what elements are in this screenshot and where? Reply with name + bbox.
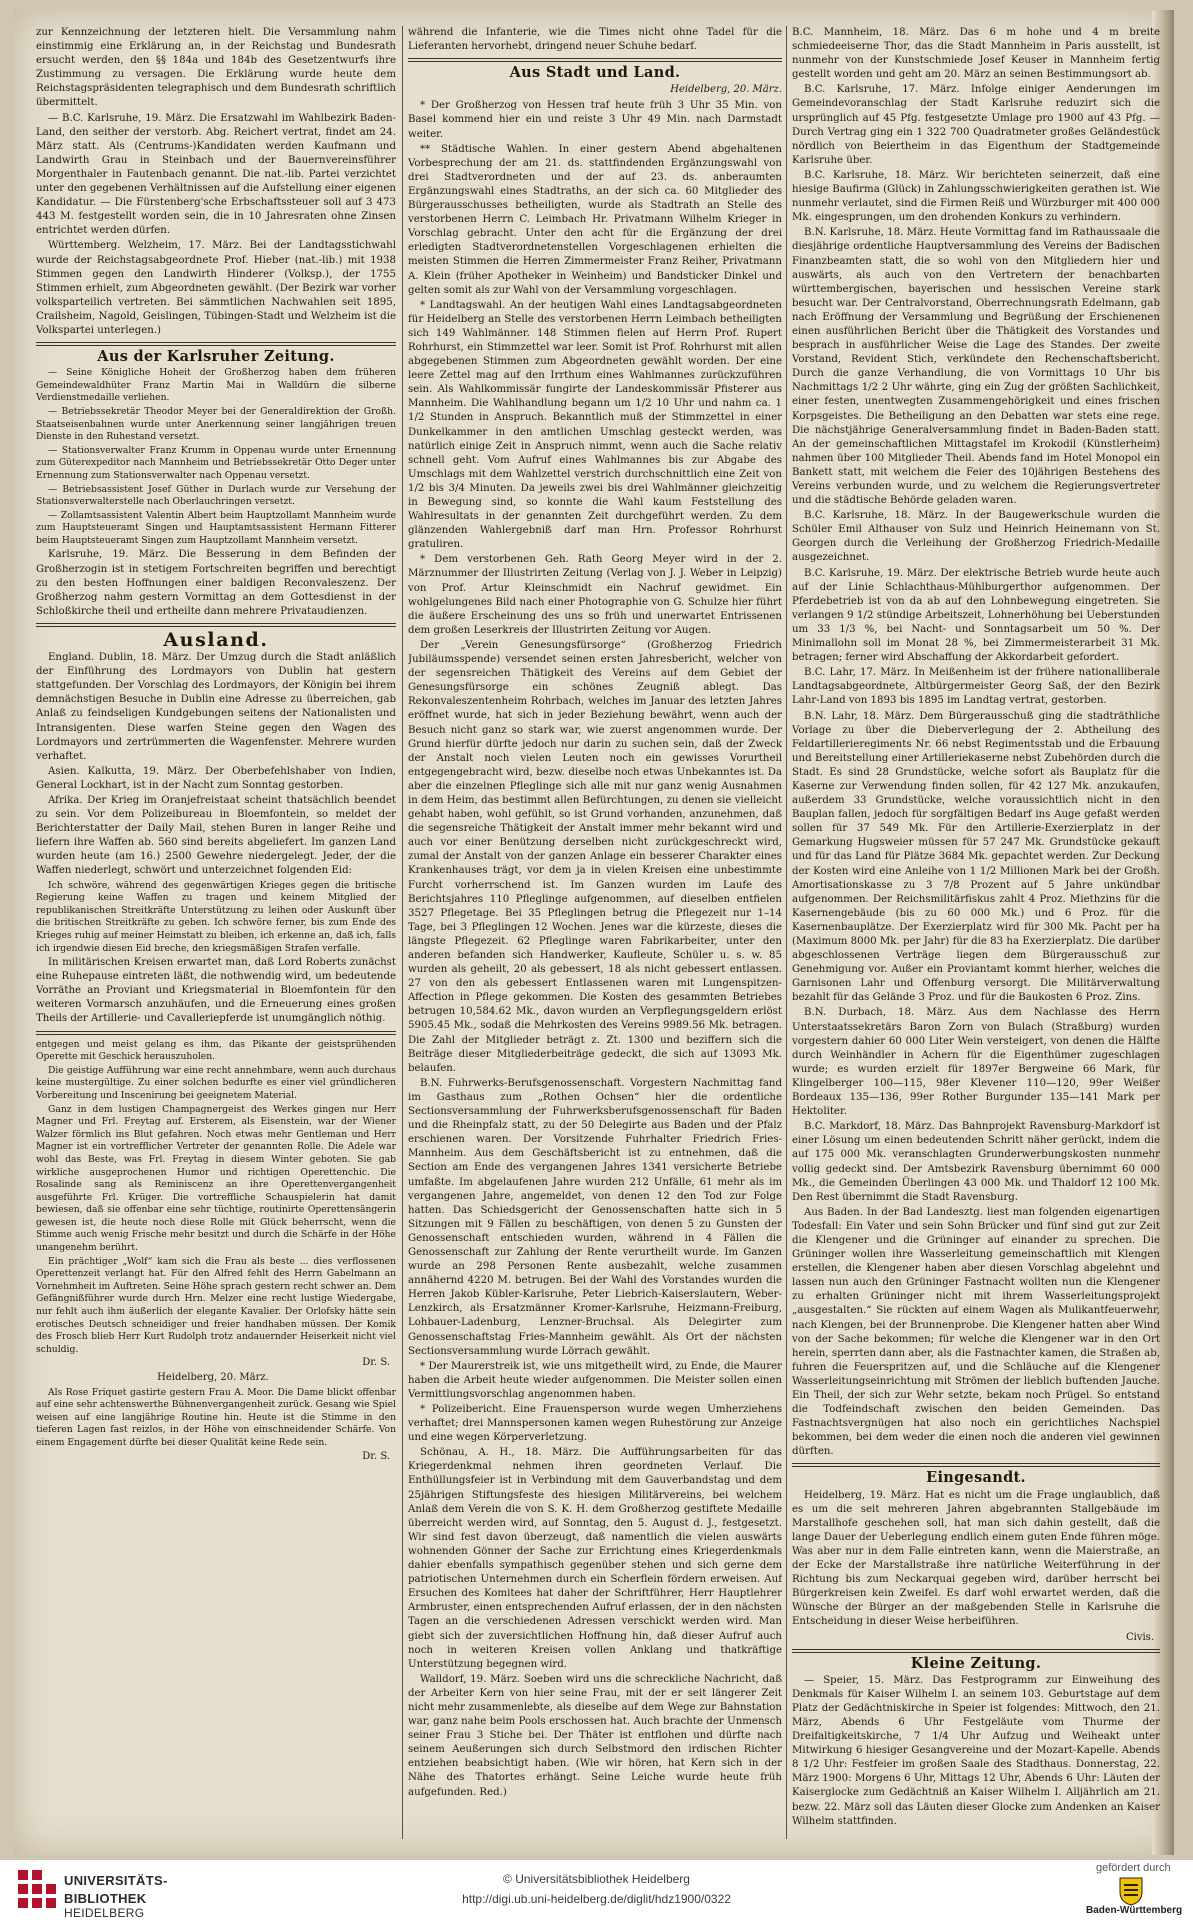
feuilleton-rule xyxy=(36,1031,396,1035)
notice-paragraph: — Betriebssekretär Theodor Meyer bei der Generaldirektion der Großh. Staatseisenbahnen wurde unter Anerkennung seiner langjährigen treuen Dienste in den Ruhestand versetzt. xyxy=(36,405,396,443)
feuilleton-dateline: Heidelberg, 20. März. xyxy=(157,1372,269,1383)
feuilleton-paragraph: Ein prächtiger „Wolf“ kam sich die Frau als beste ... dies verflossenen Operettenzeit verlangt hat. Für den Alfred fehlt des Herrn Gabelmann an Vornehmheit im Auftreten. Seine Höhe sprach gestern recht schwer an. Dem Gefängnißführer wurde durch Hrn. Melzer eine recht lustige Wiedergabe, nur fehlt auch ihm äußerlich der elegante Kavalier. Der Orlofsky hätte sein erotisches Deutsch schneidiger und freier handhaben müssen. Der Komik des Frosch blieb Herr Kurt Rudolph trotz andauernder Heiserkeit nicht viel schuldig. xyxy=(36,1255,396,1355)
column-rule-1 xyxy=(402,26,403,1839)
notice-paragraph: — Betriebsassistent Josef Güther in Durlach wurde zur Versehung der Stationsverwalterstelle nach Oberlauchringen versetzt. xyxy=(36,483,396,508)
article-paragraph: Walldorf, 19. März. Soeben wird uns die schreckliche Nachricht, daß der Arbeiter Kern von hier seine Frau, mit der er seit längerer Zeit nicht mehr zusammenlebte, als dieselbe auf dem Wege zur Bahnstation war, ganz nahe beim Pools erschossen hat. Auch brachte der Unmensch seiner Frau 3 Stiche bei. Der Thäter ist entflohen und dürfte nach seinem Aeußerungen sich durch Selbstmord den irdischen Richter entziehen beabsichtigt haben. (Wie wir hören, hat Kern sich in der Nähe des Thatortes erhängt. Seine Leiche wurde heute früh aufgefunden. Red.) xyxy=(408,1673,782,1798)
feuilleton-paragraph: entgegen und meist gelang es ihm, das Pikante der geistsprühenden Operette mit Geschick herauszuholen. xyxy=(36,1038,396,1063)
article-paragraph: In militärischen Kreisen erwartet man, daß Lord Roberts zunächst eine Ruhepause eintreten läßt, die nothwendig wird, um bedeutende Vorräthe an Proviant und Kriegsmaterial in Bloemfontein für den weiteren Vormarsch anzuhäufen, und die Erneuerung eines großen Theils der Artillerie- und Cavalleriepferde ist unumgänglich nöthig. xyxy=(36,957,396,1025)
column-2 xyxy=(408,26,782,1839)
article-paragraph: B.N. Karlsruhe, 18. März. Heute Vormittag fand im Rathaussaale die diesjährige ordentliche Hauptversammlung des Vereins der Badischen Finanzbeamten statt, die so wohl von den Mitgliedern hier und auswärts, als auch von den Vertretern der benachbarten württembergischen, bayerischen und hessischen Vereine stark besucht war. Der Centralvorstand, Oberrechnungsrath Edelmann, gab nach Eröffnung der Versammlung und Begrüßung der Erschienenen einen ausführlichen Bericht über die Thätigkeit des Vorstandes und besprach in ausführlicher Weise die Lage des Standes. Der zweite Vorstand, Revident Stich, verkündete den Rechenschaftsbericht. Durch die ganze Verhandlung, die von Vormittags 10 Uhr bis Nachmittags 1/2 2 Uhr währte, ging ein Zug der größten Sachlichkeit, einer festen, unentwegten Zusammengehörigkeit und eines frischen Korpsgeistes. Die Betheiligung an den Debatten war stets eine rege. Die nächstjährige Generalversammlung findet in Baden-Baden statt. An der gemeinschaftlichen Mittagstafel im Krokodil (Künstlerheim) nahmen über 100 Mitglieder Theil. Abends fand im Hotel Monopol ein Bankett statt, mit welchem die Feier des 10jährigen Bestehens des Vereins verbunden wurde, und zu welchem die Regierungsvertreter und die städtische Behörde geladen waren. xyxy=(792,227,1160,507)
section-rule xyxy=(792,1649,1160,1653)
column-3 xyxy=(792,26,1160,1839)
bw-label: Baden-Württemberg xyxy=(1086,1905,1183,1916)
notice-paragraph: — Stationsverwalter Franz Krumm in Oppenau wurde unter Ernennung zum Güterexpeditor nach Mannheim und Betriebssekretär Otto Deger unter Ernennung zum Stationsverwalter nach Oppenau versetzt. xyxy=(36,444,396,481)
dateline: Heidelberg, 20. März. xyxy=(670,84,782,96)
feuilleton-paragraph: Die geistige Aufführung war eine recht annehmbare, wenn auch durchaus keine mustergültige. Zu einer solchen bedurfte es einer viel gründlicheren Vorbereitung und Inscenirung bei geeignetem Material. xyxy=(36,1064,396,1101)
library-name: BIBLIOTHEK HEIDELBERG xyxy=(64,1891,147,1920)
article-paragraph: B.C. Karlsruhe, 17. März. Infolge einiger Aenderungen im Gemeindevoranschlag der Stadt Karlsruhe reduzirt sich die ursprünglich auf 45 Pfg. festgesetzte Umlage pro 1900 auf 43 Pfg. — Durch Vertrag ging ein 1 322 700 Quadratmeter großes Geländestück nördlich von Beiertheim in das Eigenthum der Stadtgemeinde Karlsruhe über. xyxy=(792,84,1160,166)
article-paragraph: Württemberg. Welzheim, 17. März. Bei der Landtagsstichwahl wurde der Reichstagsabgeordnete Prof. Hieber (nat.-lib.) mit 1938 Stimmen gegen den Landwirth Hinderer (Volksp.), der 1755 Stimmen erhielt, zum Abgeordneten gewählt. (Der Bezirk war vorher volksparteilich vertreten. Bei sämmtlichen Nachwahlen seit 1895, Crailsheim, Nagold, Geislingen, Tübingen-Stadt und Welzheim ist die Volkspartei unterlegen.) xyxy=(36,240,396,336)
section-heading-ausland: Ausland. xyxy=(163,628,269,651)
article-paragraph: B.C. Lahr, 17. März. In Meißenheim ist der frühere nationalliberale Landtagsabgeordnete, Altbürgermeister Georg Saß, der den Bezirk Lahr-Land von 1893 bis 1895 im Landtag vertrat, gestorben. xyxy=(792,667,1160,707)
article-paragraph: B.N. Fuhrwerks-Berufsgenossenschaft. Vorgestern Nachmittag fand im Gasthaus zum „Rothen Ochsen“ hier die ordentliche Sectionsversammlung der Fuhrwerksberufsgenossenschaft für Baden und die Rheinpfalz statt, zu der 50 Delegirte aus Baden und der Pfalz erschienen waren. Der Vorsitzende Fuhrhalter Friedrich Fries-Mannheim. Aus dem Geschäftsbericht ist zu entnehmen, daß die Section am Ende des vergangenen Jahres 1341 versicherte Betriebe umfaßte. Im abgelaufenen Jahre wurden 212 Unfälle, 61 mehr als im vergangenen Jahre, angemeldet, von denen 12 den Tod zur Folge hatten. Das Schiedsgericht der Genossenschaften hatte sich in 5 Sitzungen mit 9 Fällen zu beschäftigen, von denen 5 zu Gunsten der Genossenschaft entschieden wurden, während in 4 Fällen die Genossenschaft zur Zahlung der Rente verurtheilt wurde. Im Ganzen wurde an 298 Personen Rente ausbezahlt, welche zusammen annähernd 4220 M. betrugen. Bei der Wahl des Vorstandes wurden die Herren Jakob Kübler-Karlsruhe, Peter Liebrich-Kaiserslautern, Weber-Lenzkirch, als Ersatzmänner Kromer-Karlsruhe, Heizmann-Freiburg, Lohbauer-Ladenburg, Lenzner-Bruchsal. Als Delegirter zum Genossenschaftstag Fries-Mannheim gewählt. Als Ort der nächsten Sectionsversammlung wurde Lörrach gewählt. xyxy=(408,1077,782,1357)
article-paragraph: Afrika. Der Krieg im Oranjefreistaat scheint thatsächlich beendet zu sein. Vor dem Polizeibureau in Bloemfontein, so meldet der Berichterstatter der Daily Mail, stehen Buren in langer Reihe und liefern ihre Waffen ab. 560 sind bereits abgeliefert. Im ganzen Land wurden heute (am 16.) 2500 Gewehre niedergelegt. Jeder, der die Waffen niederlegt, schwört und unterzeichnet folgenden Eid: xyxy=(36,794,396,877)
section-rule xyxy=(408,58,782,62)
article-paragraph: Aus Baden. In der Bad Landesztg. liest man folgenden eigenartigen Todesfall: Ein Vater und sein Sohn Brücker und fünf sind gut zur Zeit die Klengener und die Grüninger auf einander zu sprechen. Die Grüninger wollen ihre Wasserleitung gemeinschaftlich mit Klengen erstellen, die Klengener haben aber diesen Vorschlag abgelehnt und lassen nun auch den Grüninger Fastnacht wollten nun die Klengener zu erhalten Grüninger nicht mit ihrem Wasserleitungsprojekt „ausgestalten.“ Sie rückten auf einem Wagen als Mulikantfeuerwehr, nach Klengen, bei der Brunnenprobe. Die Klengener hatten aber Wind von der Sache bekommen; für welche die Klengener war in den Ort herein, sperrten dann aber, als die Fastnachter kamen, die Straßen ab, fuhren die Feuerspritzen auf, und die Schläuche auf die Klengener Wasserleitungseinrichtung mit Strömen der lieblich buftenden Jauche. Ein Theil, der sich zur Wehr setzte, bekam noch Prügel. So entstand die Todfeindschaft zwischen den beiden Gemeinden. Das Fastnachtsvergnügen hat also noch ein gerichtliches Nachspiel bekommen, bei dem weder die einen noch die anderen viel gewinnen dürften. xyxy=(792,1206,1160,1458)
feuilleton-paragraph: Ganz in dem lustigen Champagnergeist des Werkes gingen nur Herr Magner und Frl. Freytag auf. Ersterem, als Eisenstein, war der Wiener Walzer förmlich ins Blut gefahren. Noch etwas mehr Gentleman und Herr Magner ist ein vortrefflicher Vertreter der genannten Rolle. Die Adele war wohl das Beste, was Frl. Freytag in diesem Winter geboten. Sie gab wirkliche ausgeprochenen Humor und richtigen Operettenchic. Die Rosalinde sang als Reminiscenz an ihre Operettenvergangenheit ausgeführte Frl. Krüger. Die vortreffliche Schauspielerin hat damit bewiesen, daß sie offenbar eine sehr tüchtige, routinirte Operettensängerin gewesen ist, die heute noch diese Rolle mit Glück beherrscht, wenn die Stimme auch wenig Frische mehr besitzt und durch die Schärfe in der Höhe unangenehm berührt. xyxy=(36,1103,396,1254)
signature: Dr. S. xyxy=(362,1450,390,1462)
notice-paragraph: — Zollamtsassistent Valentin Albert beim Hauptzollamt Mannheim wurde zum Hauptsteueramt Singen und Hauptamtsassistent Hermann Fitterer beim Hauptsteueramt Singen zum Hauptzollamt Mannheim versetzt. xyxy=(36,509,396,546)
article-paragraph: B.C. Markdorf, 18. März. Das Bahnprojekt Ravensburg-Markdorf ist einer Lösung um einen bedeutenden Schritt näher gerückt, indem die auf 175 000 Mk. veranschlagten Grunderwerbungskosten nunmehr vollig gedeckt sind. Der Amtsbezirk Ravensburg übernimmt 60 000 Mk., die Gemeinden Überlingen 43 000 Mk. und Thaldorf 12 100 Mk. Den Rest übernimmt die Stadt Ravensburg. xyxy=(792,1121,1160,1203)
article-paragraph: Der „Verein Genesungsfürsorge“ (Großherzog Friedrich Jubiläumsspende) versendet seinen ersten Jahresbericht, welcher von der segensreichen Thätigkeit des Vereins auf dem Gebiet der Genesungsfürsorge ein schönes Zeugniß ablegt. Das Rekonvaleszentenheim Rohrbach, welches im Januar des letzten Jahres eröffnet wurde, hat sich in jeder Beziehung bewährt, wenn auch der Besuch nicht ganz so stark war, wie zuerst angenommen wurde. Der Grund hierfür dürfte jedoch nur darin zu suchen sein, daß der Zweck der Anstalt noch vielen Leuten noch ein gewisses Vorurtheil entgegengebracht wird, bezw. dieselbe noch etwas Unbekanntes ist. Da aber die einzelnen Pfleglinge sich alle mit nur ganz wenig Ausnahmen in dem Heim, das bestimmt allen Befürchtungen, zu denen sie vielleicht gehabt haben, wohl gefühlt, so ist Grund vorhanden, anzunehmen, daß die segensreiche Thätigkeit der Anstalt immer mehr bekannt wird und auch vor einer Benützung derselben nicht zurückgeschreckt wird, zumal der Anstalt von der ganzen Anlage ein besserer Charakter eines Krankenhauses trägt, vor dem ja in vielen Kreisen eine unbestimmte Furcht vorherrschend ist. Im Ganzen wurden im Laufe des Berichtsjahres 110 Pfleglinge aufgenommen, auf dieselben entfielen 3527 Pflegetage. Bei 35 Pfleglingen betrug die Pflegezeit nur 1–14 Tage, bei 3 Pfleglingen 12 Wochen. Jenes war die kürzeste, dieses die längste Pflegezeit. 62 Pfleglinge waren Fabrikarbeiter, unter den anderen befanden sich Handwerker, Kaufleute, Schüler u. s. w. 85 wurden als geheilt, 20 als gebessert, 18 als nicht gebessert entlassen. 27 von den als gebessert Entlassenen waren mit Lungenspitzen-Affection in Pflege gekommen. Die Kosten des gesammten Betriebes betrugen 10,584.62 Mk., davon wurden an Verpflegungsgeldern erlöst 5905.45 Mk., sodaß die Mehrkosten des Vereins 9989.56 Mk. betragen. Die Zahl der Mitglieder beträgt z. Zt. 1300 und beziffern sich die Beiträge dieser Mitgliederbeiträge gedeckt, die sich auf 13093 Mk. belaufen. xyxy=(408,639,782,1074)
article-paragraph: ** Städtische Wahlen. In einer gestern Abend abgehaltenen Vorbesprechung der am 21. ds. stattfindenden Ergänzungswahl von drei Stadtverordneten und der auf 23. ds. anberaumten Ergänzungswahl eines Stadtraths, an der sich ca. 60 Mitglieder des Bürgerausschusses betheiligten, wurde als Stadtrath an Stelle des verstorbenen Herrn C. Leimbach Hr. Privatmann Wilhelm Krieger in Vorschlag gebracht. Unter den acht für die Ergänzung der drei erledigten Stadtverordnetenstellen Vorgeschlagenen erhielten die meisten Stimmen die Herren Zimmermeister Franz Reiher, Privatmann A. Klein (früher Apotheker in Weinheim) und Bandsticker Dinkel und gelten somit als zur Wahl von der Versammlung vorgeschlagen. xyxy=(408,143,782,296)
section-rule xyxy=(36,342,396,346)
article-paragraph: Karlsruhe, 19. März. Die Besserung in dem Befinden der Großherzogin ist in stetigem Fortschreiten begriffen und berechtigt zu den besten Hoffnungen einer baldigen Reconvaleszenz. Der Großherzog nahm gestern Vormittag an dem Gottesdienst in der Schloßkirche theil und ertheilte dann mehrere Privataudienzen. xyxy=(36,549,396,617)
article-paragraph: * Dem verstorbenen Geh. Rath Georg Meyer wird in der 2. Märznummer der Illustrirten Zeitung (Verlag von J. J. Weber in Leipzig) von Prof. Artur Kleinschmidt ein Nachruf gewidmet. Ein wohlgelungenes Bild nach einer Photographie von G. Schulze hier führt die äußere Erscheinung des uns so früh und unerwartet Entrissenen dem großen Leserkreis der Illustrirten Zeitung vor Augen. xyxy=(408,554,782,636)
article-paragraph: zur Kennzeichnung der letzteren hielt. Die Versammlung nahm einstimmig eine Erklärung an, in der Reichstag und Bundesrath ersucht werden, den §§ 184a und 184b des Gesetzentwurfs ihre Zustimmung zu versagen. Die Erklärung wurde heute dem Reichstagspräsidenten telegraphisch und dem Bundesrath schriftlich übermittelt. xyxy=(36,27,396,109)
bw-crest-icon xyxy=(1118,1876,1144,1906)
article-paragraph: — Speier, 15. März. Das Festprogramm zur Einweihung des Denkmals für Kaiser Wilhelm I. an seinem 103. Geburtstage auf dem Platz der Gedächtniskirche in Speier ist folgendes: Mittwoch, den 21. März, Abends 6 Uhr Festgeläute vom Thurme der Dreifaltigkeitskirche, 7 1/4 Uhr Aufzug und Weiheakt unter Mitwirkung 6 hiesiger Gesangvereine und der Mozart-Kapelle. Abends 8 1/2 Uhr: Festfeier im großen Saale des Stadthaus. Donnerstag, 22. März 1900: Morgens 6 Uhr, Mittags 12 Uhr, Abends 6 Uhr: Läuten der Kaiserglocke zum Gedächtniß an Kaiser Wilhelm I. Alljährlich am 21. bezw. 22. März soll das Läuten dieser Glocke zum Andenken an Kaiser Wilhelm stattfinden. xyxy=(792,1674,1160,1827)
column-1 xyxy=(36,26,396,1839)
section-heading-stadt-und-land: Aus Stadt und Land. xyxy=(509,64,681,82)
funded-by-label: gefördert durch xyxy=(1096,1862,1171,1874)
notice-paragraph: — Seine Königliche Hoheit der Großherzog haben dem früheren Gemeindewaldhüter Franz Martin Mai in Walldürn die silberne Verdienstmedaille verliehen. xyxy=(36,367,396,404)
column-rule-2 xyxy=(786,26,787,1839)
library-name: UNIVERSITÄTS- xyxy=(64,1873,168,1888)
section-heading-eingesandt: Eingesandt. xyxy=(926,1469,1026,1487)
signature: Civis. xyxy=(1125,1631,1154,1643)
section-heading-karlsruher-zeitung: Aus der Karlsruher Zeitung. xyxy=(97,348,335,366)
permalink[interactable]: http://digi.ub.uni-heidelberg.de/diglit/hdz1900/0322 xyxy=(462,1892,731,1906)
article-paragraph: — B.C. Karlsruhe, 19. März. Die Ersatzwahl im Wahlbezirk Baden-Land, den seither der verstorb. Abg. Reichert vertrat, findet am 24. März statt. Als (Centrums-)Kandidaten werden Kaufmann und Landwirth Grau in Steinbach und der Bauernvereinsführer Morgenthaler in Fautenbach genannt. Die nat.-lib. Partei verzichtet unter den gegebenen Verhältnissen auf die Aufstellung einer eigenen Kandidatur. — Die Fürstenberg'sche Erbschaftssteuer soll auf 3 473 443 M. festgestellt worden sein, die in 10 Jahresraten ohne Zinsen entrichtet werden dürfen. xyxy=(36,112,396,237)
article-paragraph: * Polizeibericht. Eine Frauensperson wurde wegen Umherziehens verhaftet; drei Mannspersonen kamen wegen Ruhestörung zur Anzeige und eine wegen Körperverletzung. xyxy=(408,1404,782,1444)
section-rule xyxy=(36,623,396,627)
article-paragraph: B.C. Karlsruhe, 19. März. Der elektrische Betrieb wurde heute auch auf der Linie Schlachthaus-Mühlburgerthor aufgenommen. Der Pferdebetrieb ist von da ab auf den Lohnbewegung eingetreten. Sie verlangen 9 1/2 stündige Arbeitszeit, Lohnerhöhung bei Ueberstunden um 33 1/3 %, bei Nacht- und Sonntagsarbeit um 50 %. Der Minimallohn soll im Monat 28 %, bei Zimmermeisterarbeit 31 Mk. betragen; ferner wird Abschaffung der Akkordarbeit gefordert. xyxy=(792,567,1160,664)
article-paragraph: B.C. Karlsruhe, 18. März. Wir berichteten seinerzeit, daß eine hiesige Baufirma (Glück) in Zahlungsschwierigkeiten gerathen ist. Wie nunmehr verlautet, sind die Firmen Reiß und Würzburger mit 400 000 Mk. eingesprungen, um den drohenden Konkurs zu verhindern. xyxy=(792,169,1160,224)
feuilleton-paragraph: Als Rose Friquet gastirte gestern Frau A. Moor. Die Dame blickt offenbar auf eine sehr achtenswerthe Bühnenvergangenheit zurück. Gesang wie Spiel weisen auf eine langjährige Routine hin. Heute ist die Stimme in den tieferen Lagen fast reizlos, in der Höhe von einschneidender Schärfe. Von einem Engagement dürfte bei dieser Qualität keine Rede sein. xyxy=(36,1386,396,1448)
article-paragraph: während die Infanterie, wie die Times nicht ohne Tadel für die Lieferanten hervorhebt, dringend neuer Schuhe bedarf. xyxy=(408,27,782,53)
article-paragraph: * Der Maurerstreik ist, wie uns mitgetheilt wird, zu Ende, die Maurer haben die Arbeit heute wieder aufgenommen. Die Meister sollen einen Vermittlungsvorschlag angenommen haben. xyxy=(408,1360,782,1400)
oath-paragraph: Ich schwöre, während des gegenwärtigen Krieges gegen die britische Regierung keine Waffen zu tragen und keinem Mitglied der republikanischen Streitkräfte Unterstützung zu leihen oder Auskunft über die britischen Streitkräfte zu geben. Ich schwöre ferner, bis zum Ende des Krieges ruhig auf meiner Heimstatt zu bleiben, ich erkenne an, daß ich, falls ich irgendwie diesen Eid breche, den kriegsmäßigen Strafen verfalle. xyxy=(36,879,396,954)
article-paragraph: Schönau, A. H., 18. März. Die Aufführungsarbeiten für das Kriegerdenkmal nehmen ihren geordneten Verlauf. Die Enthüllungsfeier ist in Verbindung mit dem Gauverbandstag und dem 25jährigen Stiftungsfeste des hiesigen Militärvereins, bei welchem Anlaß dem Verein die von S. K. H. dem Großherzog gestiftete Medaille überreicht werden wird, auf Sonntag, den 5. August d. J., festgesetzt. Wir sind fest davon überzeugt, daß namentlich die vielen auswärts wohnenden Gönner der Sache zur Errichtung eines Kriegerdenkmals dahier ebenfalls sympathisch gegenüber stehen und sich gerne dem patriotischen Unternehmen durch ein Scherflein fördern erweisen. Auf Ersuchen des Komitees hat daher der Schriftführer, Herr Hauptlehrer Armbruster, einen entsprechenden Aufruf erlassen, der in den nächsten Tagen an die verschiedenen Adressen verschickt werden wird. Man giebt sich der zuversichtlichen Hoffnung hin, daß dieser Aufruf auch noch in weiteren Kreisen vollen Anklang und thatkräftige Unterstützung begegnen wird. xyxy=(408,1447,782,1670)
article-paragraph: Heidelberg, 19. März. Hat es nicht um die Frage unglaublich, daß es um die seit mehreren Jahren abgebrannten Stallgebäude im Marstallhofe geschehen soll, hat man sich dahin gestellt, daß die lange Dauer der Ueberlegung endlich einem guten Ende führen möge. Was aber nur in dem Falle eintreten kann, wenn die Maierstraße, an der Ecke der Marstallstraße ihre natürliche Weiterführung in der Richtung bis zum Neckarquai gegeben wird, darüber herrscht bei Bürgerkreisen kein Zweifel. Es darf wohl erwartet werden, daß die Wünsche der Bürger an der maßgebenden Stelle in Karlsruhe die Entscheidung in dieser Weise herbeiführen. xyxy=(792,1489,1160,1628)
footer xyxy=(0,1860,1193,1922)
signature: Dr. S. xyxy=(362,1357,390,1369)
section-rule xyxy=(792,1463,1160,1467)
copyright-notice: © Universitätsbibliothek Heidelberg xyxy=(503,1872,690,1886)
article-paragraph: B.C. Mannheim, 18. März. Das 6 m hohe und 4 m breite schmiedeeiserne Thor, das die Stadt Mannheim in Paris ausstellt, ist nunmehr von der Kunstschmiede Josef Keuser in Mannheim fertig gestellt worden und geht am 20. März an seinen Bestimmungsort ab. xyxy=(792,27,1160,81)
library-city: HEIDELBERG xyxy=(64,1906,145,1920)
section-heading-kleine-zeitung: Kleine Zeitung. xyxy=(910,1654,1042,1672)
article-paragraph: * Der Großherzog von Hessen traf heute früh 3 Uhr 35 Min. von Basel kommend hier ein und reiste 3 Uhr 49 Min. nach Darmstadt weiter. xyxy=(408,100,782,140)
article-paragraph: England. Dublin, 18. März. Der Umzug durch die Stadt anläßlich der Einführung des Lordmayors von Dublin hat gestern stattgefunden. Der Vorschlag des Lordmayors, der Königin bei ihrem demnächstigen Besuche in Dublin eine Adresse zu überreichen, gab Anlaß zu feindseligen Kundgebungen seitens der Nationalisten und Intransigenten. Diese warfen Steine gegen den Wagen des Lordmayors und zertrümmerten die Wagenfenster. Mehrere wurden verhaftet. xyxy=(36,652,396,762)
article-paragraph: B.C. Karlsruhe, 18. März. In der Baugewerkschule wurden die Schüler Emil Althauser von Sulz und Heinrich Heinemann von St. Georgen durch die Verleihung der Großherzog Friedrich-Medaille ausgezeichnet. xyxy=(792,510,1160,564)
article-paragraph: Asien. Kalkutta, 19. März. Der Oberbefehlshaber von Indien, General Lockhart, ist in der Nacht zum Sonntag gestorben. xyxy=(36,765,396,791)
article-paragraph: * Landtagswahl. An der heutigen Wahl eines Landtagsabgeordneten für Heidelberg an Stelle des verstorbenen Herrn Leimbach betheiligten sich 149 Wahlmänner. 148 Stimmen fielen auf Herrn Prof. Rupert Rohrhurst, ein Stimmzettel war leer. Somit ist Prof. Rohrhurst mit allen abgegebenen Stimmen zum Abgeordneten gewählt worden. Der eine leere Zettel mag auf den Irrthum eines Wahlmannes zurückzuführen sein. Als Wahlkommissär fungirte der Landeskommissär Pfisterer aus Mannheim. Die Wahlhandlung begann um 1/2 10 Uhr und nahm ca. 1 1/2 Stunden in Anspruch. Bekanntlich muß der Stimmzettel in einer Dunkelkammer in den amtlichen Umschlag gesteckt werden, was natürlich einige Zeit in Anspruch nimmt, wenn auch die Sache relativ schnell geht. Vom Aufruf eines Wahlmannes bis zur Abgabe des Umschlags mit dem Wahlzettel verstrich durchschnittlich eine Zeit von 1/2 bis 3/4 Minuten. Da jeweils zwei bis drei Wahlmänner gleichzeitig in Bewegung sind, so konnte die Wahl kaum Feststellung des Wahlresultats in der genannten Zeit durchgeführt werden. Zu dem glänzenden Wahlergebniß darf man Hrn. Professor Rohrhurst gratuliren. xyxy=(408,299,782,551)
newspaper-page xyxy=(14,10,1174,1855)
article-paragraph: B.N. Lahr, 18. März. Dem Bürgerausschuß ging die stadträthliche Vorlage zu über die Dieberverlegung der 2. Abtheilung des Feldartillerieregiments Nr. 66 nebst Regimentsstab und die Erbauung und Bereitstellung einer Artilleriekaserne nebst Zubehörden durch die Stadt. Es sind 28 Grundstücke, welche sofort als Bauplatz für die Kaserne zur Verwendung finden sollen, für 42 127 Mk. anzukaufen, außerdem 33 Grundstücke, welche voraussichtlich nicht in den Bauplan fallen, jedoch für sorgfältigen Bedarf ins Auge gefaßt werden sollen für 37 549 Mk. Für den Artillerie-Exerzierplatz in der Gemarkung Hugsweier müssen für 57 247 Mk. Grundstücke gekauft und für das Land für Plätze 3684 Mk. gepachtet werden. Zur Deckung der Kosten wird eine Anleihe von 1 1/2 Millionen Mark bei der Großh. Amortisationskasse zu 3 7/8 Prozent auf 5 Jahre unkündbar aufgenommen. Der Reichsmilitärfiskus zahlt 4 Proz. Miethzins für die Kasernengebäude (bis zu 60 000 Mk.) und 6 Proz. für die Kasernenbauplätze. Der Exerzierplatz wird für 300 Mk. Pacht per ha (Maximum 8000 Mk. per Jahr) für die 83 ha Exerzierplatz. Die darüber abgeschlossenen Verträge liegen dem Bürgerausschuß zur Genehmigung vor. Außer ein Proviantamt kommt hierher, welches die Garnisonen Lahr und Offenburg versorgt. Die Militärverwaltung bezahlt für das Gelände 3 Proz. und für die Baukosten 6 Proz. Zins. xyxy=(792,710,1160,1004)
article-paragraph: B.N. Durbach, 18. März. Aus dem Nachlasse des Herrn Unterstaatssekretärs Baron Zorn von Bulach (Straßburg) wurden vorgestern dahier 60 000 Liter Wein versteigert, von denen die Hälfte durch Weinhändler in Achern für die Eigenthümer zugeschlagen wurde; es wurden erzielt für 1897er Bergweine 66 Mark, für Klingelberger 100—115, 98er Klevener 110—120, 99er Weißer Bordeaux 135—136, 99er Rother Burgunder 135—141 Mark per Hektoliter. xyxy=(792,1007,1160,1118)
